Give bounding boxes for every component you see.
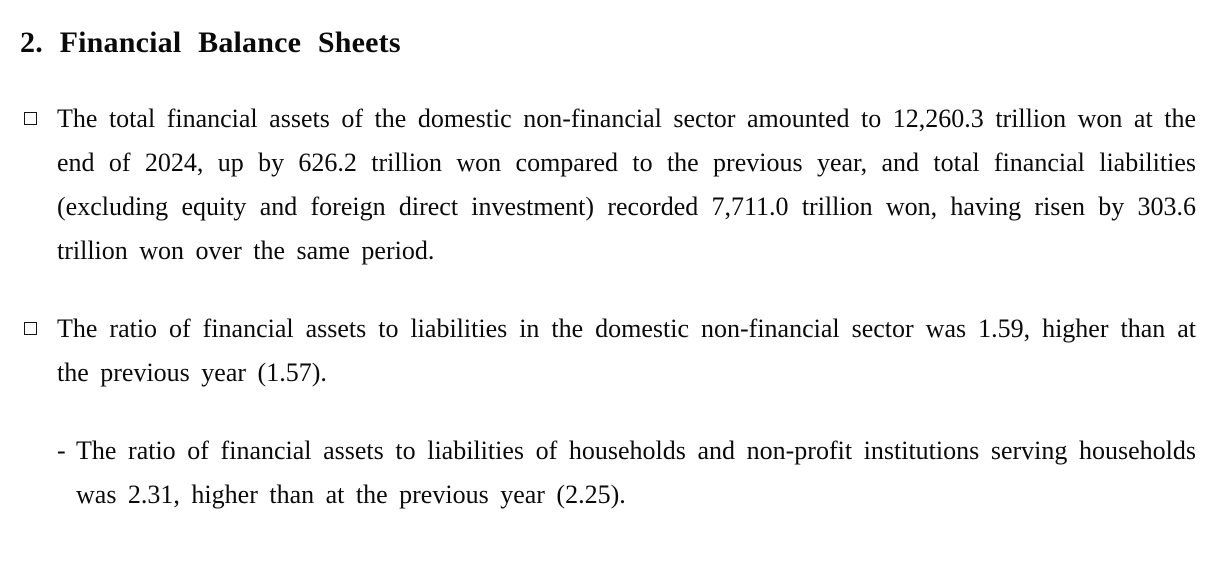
bullet-marker-column	[20, 307, 57, 335]
paragraph-text: The total financial assets of the domestic non-financial sector amounted to 12,260.3 trillion won at the end of 2024, up by 626.2 trillion won compared to the previous year, and total financial liabilities (excluding equity and foreign direct investment) recorded 7,711.0 trillion won, having risen by 303.6 trillion won over the same period.	[57, 104, 1196, 265]
paragraph-text: The ratio of financial assets to liabilities of households and non-profit institutions serving households was 2.31, higher than at the previous year (2.25).	[76, 436, 1196, 509]
square-bullet-icon	[24, 322, 37, 335]
paragraph-text: The ratio of financial assets to liabilities in the domestic non-financial sector was 1.59, higher than at the previous year (1.57).	[57, 314, 1196, 387]
dash-bullet-icon: -	[57, 436, 66, 465]
bullet-paragraph	[20, 97, 1196, 273]
bullet-marker-column	[20, 97, 57, 125]
bullet-paragraph	[20, 307, 1196, 395]
square-bullet-icon	[24, 112, 37, 125]
sub-bullet-paragraph	[57, 429, 1196, 517]
section-heading: 2. Financial Balance Sheets	[20, 26, 401, 59]
